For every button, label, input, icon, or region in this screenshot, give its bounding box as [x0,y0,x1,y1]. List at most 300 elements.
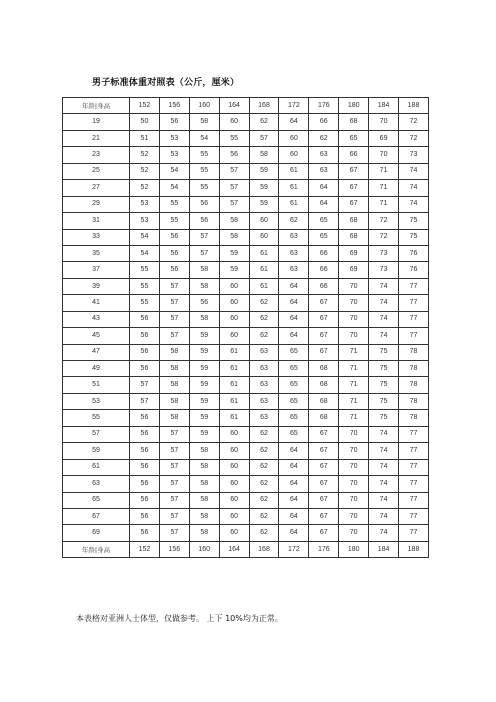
weight-cell: 58 [159,344,189,360]
age-cell: 35 [63,245,130,261]
weight-cell: 56 [130,311,160,327]
table-row [63,492,429,508]
weight-cell: 64 [279,476,309,492]
weight-cell: 56 [130,328,160,344]
weight-cell: 67 [309,311,339,327]
age-cell: 25 [63,163,130,179]
weight-cell: 61 [279,196,309,212]
weight-cell: 51 [130,130,160,146]
weight-cell: 55 [130,278,160,294]
weight-cell: 65 [279,344,309,360]
weight-cell: 54 [159,163,189,179]
weight-cell: 64 [279,508,309,524]
weight-cell: 77 [399,278,429,294]
weight-cell: 65 [279,361,309,377]
height-footer: 188 [399,541,429,557]
weight-cell: 74 [369,443,399,459]
weight-cell: 63 [309,163,339,179]
weight-cell: 70 [339,508,369,524]
weight-table [62,97,429,558]
weight-cell: 78 [399,377,429,393]
table-row [63,295,429,311]
weight-cell: 67 [309,492,339,508]
weight-cell: 59 [189,361,219,377]
weight-cell: 57 [159,328,189,344]
weight-cell: 61 [279,180,309,196]
weight-cell: 78 [399,410,429,426]
weight-cell: 77 [399,459,429,475]
weight-cell: 57 [130,393,160,409]
table-row [63,344,429,360]
height-footer: 180 [339,541,369,557]
weight-cell: 65 [279,377,309,393]
weight-cell: 63 [279,245,309,261]
weight-cell: 55 [189,180,219,196]
weight-cell: 74 [399,180,429,196]
weight-cell: 66 [309,262,339,278]
height-footer: 184 [369,541,399,557]
weight-cell: 55 [189,147,219,163]
weight-cell: 58 [249,147,279,163]
weight-cell: 77 [399,295,429,311]
table-row [63,213,429,229]
weight-cell: 62 [249,328,279,344]
weight-cell: 58 [189,262,219,278]
weight-cell: 67 [309,295,339,311]
weight-cell: 68 [339,213,369,229]
weight-cell: 73 [369,245,399,261]
age-cell: 51 [63,377,130,393]
table-row [63,459,429,475]
weight-cell: 57 [159,311,189,327]
weight-cell: 53 [130,213,160,229]
footer-row [63,541,429,557]
weight-cell: 60 [219,525,249,541]
weight-cell: 52 [130,147,160,163]
weight-cell: 74 [399,163,429,179]
weight-cell: 63 [249,377,279,393]
table-row [63,196,429,212]
weight-cell: 70 [369,114,399,130]
weight-cell: 60 [219,508,249,524]
weight-cell: 62 [249,525,279,541]
weight-cell: 74 [369,508,399,524]
weight-cell: 78 [399,361,429,377]
weight-cell: 55 [130,295,160,311]
weight-cell: 67 [309,525,339,541]
table-row [63,163,429,179]
weight-cell: 57 [159,492,189,508]
height-footer: 152 [130,541,160,557]
weight-cell: 72 [369,213,399,229]
weight-cell: 59 [189,393,219,409]
header-label: 年龄|身高 [63,98,130,114]
weight-cell: 60 [219,443,249,459]
weight-cell: 70 [339,426,369,442]
age-cell: 45 [63,328,130,344]
weight-cell: 59 [219,262,249,278]
weight-cell: 56 [130,459,160,475]
table-row [63,525,429,541]
weight-cell: 57 [159,278,189,294]
weight-cell: 57 [159,476,189,492]
table-row [63,147,429,163]
weight-cell: 71 [369,196,399,212]
weight-cell: 57 [189,229,219,245]
weight-cell: 67 [309,508,339,524]
weight-cell: 56 [159,229,189,245]
weight-cell: 71 [339,361,369,377]
weight-cell: 58 [189,492,219,508]
weight-cell: 71 [339,410,369,426]
weight-cell: 75 [369,361,399,377]
weight-cell: 56 [130,410,160,426]
weight-cell: 56 [130,344,160,360]
weight-cell: 67 [309,344,339,360]
age-cell: 61 [63,459,130,475]
weight-cell: 60 [219,114,249,130]
table-row [63,361,429,377]
weight-cell: 53 [159,147,189,163]
weight-cell: 71 [339,393,369,409]
weight-cell: 74 [369,328,399,344]
weight-cell: 77 [399,508,429,524]
weight-cell: 78 [399,344,429,360]
weight-cell: 56 [130,492,160,508]
weight-cell: 56 [130,361,160,377]
weight-cell: 75 [369,377,399,393]
height-header: 176 [309,98,339,114]
weight-cell: 61 [219,410,249,426]
weight-cell: 56 [189,213,219,229]
weight-cell: 64 [279,459,309,475]
age-cell: 63 [63,476,130,492]
table-row [63,443,429,459]
weight-cell: 58 [219,213,249,229]
height-header: 156 [159,98,189,114]
weight-cell: 56 [130,476,160,492]
table-row [63,130,429,146]
weight-cell: 72 [399,114,429,130]
weight-cell: 62 [249,295,279,311]
height-header: 168 [249,98,279,114]
weight-cell: 66 [339,147,369,163]
weight-cell: 66 [309,278,339,294]
table-row [63,180,429,196]
weight-cell: 71 [369,163,399,179]
age-cell: 69 [63,525,130,541]
footer-label: 年龄|身高 [63,541,130,557]
weight-cell: 68 [309,393,339,409]
table-row [63,245,429,261]
weight-cell: 57 [159,525,189,541]
weight-cell: 70 [369,147,399,163]
weight-cell: 67 [309,328,339,344]
weight-cell: 57 [159,295,189,311]
weight-cell: 55 [189,163,219,179]
weight-cell: 76 [399,262,429,278]
age-cell: 39 [63,278,130,294]
weight-cell: 55 [159,213,189,229]
weight-cell: 58 [189,311,219,327]
table-row [63,262,429,278]
footnote: 本表格对亚洲人士体型，仅做参考。 上下 10%均为正常。 [76,614,283,623]
weight-cell: 66 [309,114,339,130]
header-row [63,98,429,114]
weight-cell: 61 [249,262,279,278]
weight-cell: 65 [279,410,309,426]
weight-cell: 72 [399,130,429,146]
table-row [63,410,429,426]
weight-cell: 62 [309,130,339,146]
weight-cell: 59 [249,180,279,196]
weight-cell: 58 [189,525,219,541]
weight-cell: 56 [130,525,160,541]
weight-cell: 58 [219,229,249,245]
weight-cell: 60 [279,130,309,146]
weight-cell: 55 [159,196,189,212]
weight-cell: 75 [399,229,429,245]
weight-cell: 65 [279,393,309,409]
weight-cell: 77 [399,328,429,344]
weight-cell: 53 [130,196,160,212]
height-footer: 172 [279,541,309,557]
weight-cell: 68 [339,229,369,245]
weight-cell: 64 [309,196,339,212]
weight-cell: 60 [219,476,249,492]
weight-cell: 62 [279,213,309,229]
age-cell: 37 [63,262,130,278]
weight-cell: 60 [219,278,249,294]
weight-cell: 59 [249,163,279,179]
weight-cell: 74 [369,459,399,475]
weight-cell: 68 [309,410,339,426]
weight-cell: 63 [249,393,279,409]
weight-cell: 54 [130,229,160,245]
weight-cell: 65 [309,229,339,245]
weight-cell: 57 [249,130,279,146]
weight-cell: 57 [159,508,189,524]
table-row [63,426,429,442]
weight-cell: 61 [219,344,249,360]
weight-cell: 70 [339,295,369,311]
weight-cell: 71 [369,180,399,196]
weight-cell: 62 [249,443,279,459]
weight-cell: 59 [189,344,219,360]
weight-cell: 57 [159,459,189,475]
weight-cell: 62 [249,508,279,524]
weight-cell: 64 [279,295,309,311]
table-row [63,377,429,393]
weight-cell: 69 [369,130,399,146]
height-footer: 168 [249,541,279,557]
weight-cell: 77 [399,443,429,459]
weight-cell: 73 [399,147,429,163]
weight-cell: 60 [219,492,249,508]
height-header: 172 [279,98,309,114]
weight-cell: 61 [219,393,249,409]
weight-cell: 64 [279,311,309,327]
weight-cell: 56 [130,508,160,524]
weight-cell: 54 [130,245,160,261]
weight-cell: 74 [369,278,399,294]
weight-cell: 70 [339,476,369,492]
weight-cell: 56 [159,262,189,278]
age-cell: 47 [63,344,130,360]
height-header: 180 [339,98,369,114]
weight-cell: 70 [339,459,369,475]
weight-cell: 60 [219,295,249,311]
weight-cell: 68 [309,361,339,377]
weight-cell: 73 [369,262,399,278]
weight-cell: 69 [339,245,369,261]
weight-cell: 63 [249,361,279,377]
age-cell: 67 [63,508,130,524]
weight-cell: 75 [369,410,399,426]
weight-cell: 64 [279,328,309,344]
weight-cell: 76 [399,245,429,261]
weight-cell: 54 [159,180,189,196]
weight-cell: 58 [189,443,219,459]
weight-cell: 74 [369,311,399,327]
weight-cell: 64 [309,180,339,196]
weight-cell: 67 [339,163,369,179]
weight-cell: 61 [249,245,279,261]
weight-cell: 70 [339,311,369,327]
weight-cell: 56 [130,426,160,442]
age-cell: 27 [63,180,130,196]
weight-cell: 74 [369,295,399,311]
weight-cell: 63 [249,410,279,426]
height-footer: 164 [219,541,249,557]
height-footer: 176 [309,541,339,557]
weight-cell: 58 [159,410,189,426]
weight-cell: 78 [399,393,429,409]
weight-cell: 63 [279,229,309,245]
weight-cell: 52 [130,180,160,196]
weight-cell: 75 [399,213,429,229]
weight-cell: 53 [159,130,189,146]
height-footer: 160 [189,541,219,557]
weight-cell: 61 [279,163,309,179]
weight-cell: 66 [309,245,339,261]
weight-cell: 71 [339,377,369,393]
weight-cell: 70 [339,328,369,344]
height-header: 152 [130,98,160,114]
weight-cell: 55 [130,262,160,278]
weight-cell: 60 [219,426,249,442]
weight-cell: 63 [249,344,279,360]
weight-cell: 70 [339,278,369,294]
weight-cell: 72 [369,229,399,245]
weight-cell: 58 [159,377,189,393]
age-cell: 57 [63,426,130,442]
age-cell: 41 [63,295,130,311]
table-row [63,114,429,130]
weight-cell: 70 [339,525,369,541]
weight-cell: 67 [309,476,339,492]
weight-cell: 74 [369,476,399,492]
weight-cell: 58 [189,476,219,492]
weight-cell: 60 [279,147,309,163]
page-title: 男子标准体重对照表（公斤，厘米） [92,78,240,88]
weight-cell: 62 [249,311,279,327]
weight-cell: 57 [219,163,249,179]
weight-cell: 59 [249,196,279,212]
weight-cell: 64 [279,492,309,508]
weight-cell: 60 [249,229,279,245]
weight-cell: 64 [279,525,309,541]
weight-cell: 56 [189,295,219,311]
weight-cell: 56 [219,147,249,163]
weight-cell: 57 [189,245,219,261]
weight-cell: 62 [249,476,279,492]
weight-cell: 50 [130,114,160,130]
age-cell: 23 [63,147,130,163]
weight-cell: 59 [189,377,219,393]
age-cell: 19 [63,114,130,130]
height-header: 188 [399,98,429,114]
table-row [63,311,429,327]
weight-cell: 60 [219,311,249,327]
height-footer: 156 [159,541,189,557]
age-cell: 55 [63,410,130,426]
weight-cell: 58 [189,508,219,524]
weight-cell: 62 [249,114,279,130]
weight-cell: 58 [189,114,219,130]
table-row [63,328,429,344]
weight-cell: 65 [309,213,339,229]
table-row [63,508,429,524]
weight-cell: 62 [249,492,279,508]
weight-cell: 77 [399,476,429,492]
weight-cell: 58 [159,393,189,409]
age-cell: 43 [63,311,130,327]
age-cell: 65 [63,492,130,508]
weight-cell: 74 [369,492,399,508]
weight-cell: 56 [159,245,189,261]
weight-cell: 65 [339,130,369,146]
height-header: 184 [369,98,399,114]
weight-cell: 75 [369,344,399,360]
weight-cell: 74 [399,196,429,212]
weight-cell: 61 [219,377,249,393]
weight-cell: 60 [219,459,249,475]
weight-cell: 60 [249,213,279,229]
weight-cell: 77 [399,311,429,327]
weight-cell: 63 [279,262,309,278]
weight-cell: 70 [339,492,369,508]
weight-cell: 67 [339,180,369,196]
weight-cell: 61 [219,361,249,377]
weight-cell: 58 [189,278,219,294]
weight-cell: 77 [399,525,429,541]
weight-cell: 57 [219,196,249,212]
weight-cell: 54 [189,130,219,146]
weight-cell: 57 [219,180,249,196]
age-cell: 21 [63,130,130,146]
weight-cell: 57 [130,377,160,393]
age-cell: 29 [63,196,130,212]
age-cell: 49 [63,361,130,377]
weight-cell: 57 [159,443,189,459]
weight-cell: 64 [279,114,309,130]
weight-cell: 56 [130,443,160,459]
age-cell: 59 [63,443,130,459]
weight-cell: 62 [249,459,279,475]
table-row [63,476,429,492]
weight-cell: 61 [249,278,279,294]
